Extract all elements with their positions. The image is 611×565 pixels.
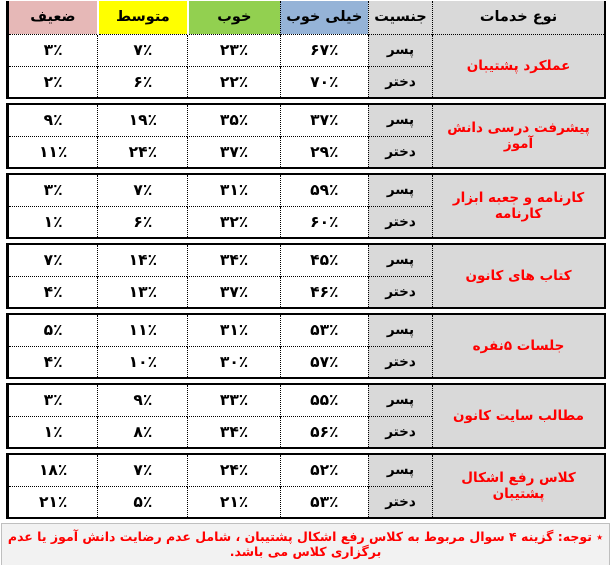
value-cell-girl-average: ۱۰٪: [98, 346, 188, 378]
table-row-boy: [8, 244, 606, 276]
value-cell-boy-good: ۳۵٪: [188, 104, 280, 136]
service-name-cell: کلاس رفع اشکال پشتیبان: [433, 454, 605, 518]
col-header-very-good: خیلی خوب: [280, 1, 368, 34]
gender-cell-girl: دختر: [368, 346, 432, 378]
value-cell-girl-good: ۳۲٪: [188, 206, 280, 238]
value-cell-girl-weak: ۱٪: [8, 206, 98, 238]
value-cell-girl-average: ۶٪: [98, 66, 188, 98]
value-cell-girl-very-good: ۵۷٪: [280, 346, 368, 378]
value-cell-girl-very-good: ۷۰٪: [280, 66, 368, 98]
col-header-average: متوسط: [98, 1, 188, 34]
value-cell-girl-good: ۲۲٪: [188, 66, 280, 98]
value-cell-boy-average: ۷٪: [98, 174, 188, 206]
value-cell-boy-very-good: ۵۵٪: [280, 384, 368, 416]
value-cell-boy-average: ۱۴٪: [98, 244, 188, 276]
col-header-weak: ضعیف: [8, 1, 98, 34]
footnote: ٭ توجه: گزینه ۴ سوال مربوط به کلاس رفع اشکال پشتیبان ، شامل عدم رضایت دانش آموز یا عدم برگزاری کلاس می باشد.: [1, 523, 610, 565]
value-cell-girl-very-good: ۲۹٪: [280, 136, 368, 168]
gender-cell-boy: پسر: [368, 174, 432, 206]
service-name-cell: جلسات ۵نفره: [433, 314, 605, 378]
value-cell-boy-weak: ۷٪: [8, 244, 98, 276]
gender-cell-girl: دختر: [368, 206, 432, 238]
value-cell-girl-average: ۲۴٪: [98, 136, 188, 168]
gender-cell-boy: پسر: [368, 454, 432, 486]
value-cell-boy-weak: ۳٪: [8, 34, 98, 66]
gender-cell-girl: دختر: [368, 276, 432, 308]
col-header-gender: جنسیت: [368, 1, 432, 34]
value-cell-boy-average: ۹٪: [98, 384, 188, 416]
value-cell-boy-good: ۳۱٪: [188, 314, 280, 346]
table-row-boy: [8, 384, 606, 416]
value-cell-boy-good: ۳۴٪: [188, 244, 280, 276]
gender-cell-girl: دختر: [368, 66, 432, 98]
value-cell-boy-average: ۱۹٪: [98, 104, 188, 136]
table-row-boy: [8, 174, 606, 206]
value-cell-girl-very-good: ۵۳٪: [280, 486, 368, 518]
value-cell-boy-weak: ۳٪: [8, 174, 98, 206]
value-cell-boy-weak: ۵٪: [8, 314, 98, 346]
gender-cell-girl: دختر: [368, 136, 432, 168]
value-cell-girl-weak: ۴٪: [8, 346, 98, 378]
col-header-good: خوب: [188, 1, 280, 34]
value-cell-girl-average: ۶٪: [98, 206, 188, 238]
gender-cell-girl: دختر: [368, 486, 432, 518]
service-name-cell: پیشرفت درسی دانش آموز: [433, 104, 605, 168]
value-cell-girl-very-good: ۴۶٪: [280, 276, 368, 308]
value-cell-boy-average: ۷٪: [98, 454, 188, 486]
service-name-cell: کارنامه و جعبه ابزار کارنامه: [433, 174, 605, 238]
value-cell-boy-good: ۳۱٪: [188, 174, 280, 206]
value-cell-girl-good: ۳۷٪: [188, 136, 280, 168]
service-group-table-2: [6, 103, 606, 169]
service-group-table-3: [6, 173, 606, 239]
value-cell-boy-very-good: ۵۳٪: [280, 314, 368, 346]
value-cell-girl-good: ۳۴٪: [188, 416, 280, 448]
gender-cell-boy: پسر: [368, 34, 432, 66]
gender-cell-girl: دختر: [368, 416, 432, 448]
header-row: [8, 1, 606, 34]
service-name-cell: کتاب های کانون: [433, 244, 605, 308]
value-cell-boy-good: ۳۳٪: [188, 384, 280, 416]
gender-cell-boy: پسر: [368, 244, 432, 276]
value-cell-girl-very-good: ۶۰٪: [280, 206, 368, 238]
value-cell-girl-weak: ۴٪: [8, 276, 98, 308]
table-row-boy: [8, 454, 606, 486]
value-cell-boy-average: ۷٪: [98, 34, 188, 66]
value-cell-girl-weak: ۱٪: [8, 416, 98, 448]
gender-cell-boy: پسر: [368, 104, 432, 136]
table-row-boy: [8, 34, 606, 66]
value-cell-boy-very-good: ۵۲٪: [280, 454, 368, 486]
value-cell-boy-very-good: ۴۵٪: [280, 244, 368, 276]
service-name-cell: عملکرد پشتیبان: [433, 34, 605, 98]
value-cell-boy-very-good: ۶۷٪: [280, 34, 368, 66]
service-name-cell: مطالب سایت کانون: [433, 384, 605, 448]
value-cell-girl-average: ۵٪: [98, 486, 188, 518]
value-cell-boy-very-good: ۵۹٪: [280, 174, 368, 206]
table-row-boy: [8, 104, 606, 136]
value-cell-girl-weak: ۱۱٪: [8, 136, 98, 168]
service-group-table-5: [6, 313, 606, 379]
value-cell-girl-good: ۳۷٪: [188, 276, 280, 308]
value-cell-girl-good: ۳۰٪: [188, 346, 280, 378]
service-group-table-7: [6, 453, 606, 519]
service-group-table-1: [6, 1, 606, 99]
value-cell-boy-good: ۲۴٪: [188, 454, 280, 486]
value-cell-boy-good: ۲۳٪: [188, 34, 280, 66]
value-cell-girl-weak: ۲٪: [8, 66, 98, 98]
service-group-table-6: [6, 383, 606, 449]
value-cell-girl-very-good: ۵۶٪: [280, 416, 368, 448]
table-row-boy: [8, 314, 606, 346]
gender-cell-boy: پسر: [368, 384, 432, 416]
value-cell-boy-very-good: ۳۷٪: [280, 104, 368, 136]
service-group-table-4: [6, 243, 606, 309]
value-cell-girl-average: ۱۳٪: [98, 276, 188, 308]
value-cell-girl-good: ۲۱٪: [188, 486, 280, 518]
value-cell-boy-average: ۱۱٪: [98, 314, 188, 346]
value-cell-girl-average: ۸٪: [98, 416, 188, 448]
value-cell-boy-weak: ۳٪: [8, 384, 98, 416]
value-cell-boy-weak: ۹٪: [8, 104, 98, 136]
value-cell-boy-weak: ۱۸٪: [8, 454, 98, 486]
value-cell-girl-weak: ۲۱٪: [8, 486, 98, 518]
col-header-services: نوع خدمات: [433, 1, 605, 34]
gender-cell-boy: پسر: [368, 314, 432, 346]
